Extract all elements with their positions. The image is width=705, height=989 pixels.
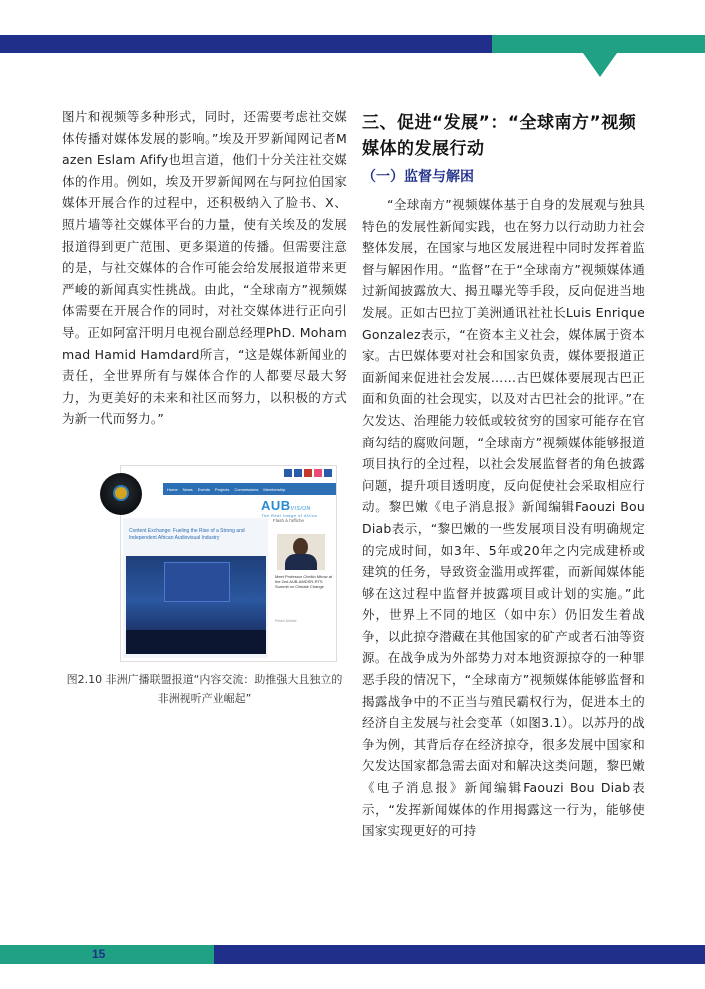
header-bar-green — [492, 35, 705, 53]
figure-webpage — [120, 465, 337, 662]
stage-screen — [164, 562, 230, 602]
left-body-paragraph: 图片和视频等多种形式，同时，还需要考虑社交媒体传播对媒体发展的影响。”埃及开罗新闻网记者Mazen Eslam Afify也坦言道，他们十分关注社交媒体的作用。例如，埃及开罗新闻网在与阿拉伯国家媒体开展合作的过程中，还积极纳入了脸书、X、照片墙等社交媒体平台的力量，使有关埃及的发展报道得到更广范围、更多渠道的传播。但需要注意的是，与社交媒体的合作可能会给发展报道带来更严峻的新闻真实性挑战。由此，“全球南方”视频媒体需要在开展合作的同时，对社交媒体进行正向引导。正如阿富汗明月电视台副总经理PhD. Mohammad Hamid Hamdard所言，“这是媒体新闻业的责任，全世界所有与媒体合作的人都要尽最大努力，为更美好的未来和社区而努力，以积极的方式为新一代而努力。” — [62, 109, 347, 427]
nav-item: Home — [167, 486, 178, 492]
instagram-icon — [314, 469, 322, 477]
sidebar-caption: Flash à l'affiche — [273, 518, 305, 523]
conference-photo — [126, 556, 266, 654]
left-column — [62, 106, 347, 430]
facebook-icon — [284, 469, 292, 477]
aubvision-logo — [261, 498, 317, 518]
page-number: 15 — [92, 947, 106, 961]
right-body-paragraph: “全球南方”视频媒体基于自身的发展观与独具特色的发展性新闻实践，也在努力以行动助力社会整体发展，在国家与地区发展进程中同时发挥着监督与解困作用。“监督”在于“全球南方”视频媒体通过新闻披露放大、揭丑曝光等手段，反向促进当地发展。正如古巴拉丁美洲通讯社社长Luis Enrique Gonzalez表示，“在资本主义社会，媒体属于资本家。古巴媒体要对社会和国家负责，媒体要报道正面新闻来促进社会发展……古巴媒体要展现古巴正面和负面的社会现实，以及对古巴社会的批评。”在欠发达、治理能力较低或较贫穷的国家可能存在官商勾结的腐败问题，“全球南方”视频媒体能够报道项目执行的全过程，以社会发展监督者的角色披露问题，提升项目透明度，反向促使社会采取相应行动。黎巴嫩《电子消息报》新闻编辑Faouzi Bou Diab表示，“黎巴嫩的一些发展项目没有明确规定的完成时间，如3年、5年或20年之内完成建桥或建筑的任务，导致资金滥用或挥霍，而新闻媒体能够在这过程中监督并披露项目或计划的实施。”此外，世界上不同的地区（如中东）仍旧发生着战争，以此掠夺潜藏在其他国家的矿产或者石油等资源。在战争成为外部势力对本地资源掠夺的一种罪恶手段的情况下，“全球南方”视频媒体能够监督和揭露战争中的不正当与殖民霸权行为，促进本土的经济自主发展与社会变革（如图3.1）。以苏丹的战争为例，其背后存在经济掠夺，很多发展中国家和欠发达国家都急需去面对和解决这类问题，黎巴嫩《电子消息报》新闻编辑Faouzi Bou Diab表示，“发挥新闻媒体的作用揭露这一行为，能够使国家实现更好的可持 — [362, 197, 645, 839]
person-torso — [285, 554, 317, 570]
figure-article-title: Content Exchange: Fueling the Rise of a Strong and Independent African Audiovisual Industry — [129, 528, 245, 541]
figure-sidebar — [273, 518, 333, 658]
person-photo — [277, 534, 325, 570]
subsection-title: （一）监督与解困 — [362, 169, 474, 185]
stage-floor — [126, 630, 266, 654]
sidebar-text: Meet Professor Cheikh Mbow at the 2nd AUB-AMDSR-RTS Summit on Climate Change — [275, 574, 332, 589]
nav-item: Commissions — [234, 486, 259, 492]
nav-item: Membership — [263, 486, 286, 492]
nav-item: News — [182, 486, 193, 492]
social-icons — [284, 469, 332, 477]
figure-article — [123, 518, 268, 658]
footer-bar-navy — [214, 945, 705, 964]
nav-item: Projects — [214, 486, 230, 492]
figure-caption: 图2.10 非洲广播联盟报道“内容交流：助推强大且独立的非洲视听产业崛起” — [66, 673, 343, 705]
right-column — [362, 106, 645, 842]
header-triangle-marker — [583, 53, 617, 77]
nav-item: Events — [197, 486, 210, 492]
figure-screenshot — [100, 465, 340, 665]
logo-tagline: The Real Image of Africa — [261, 513, 318, 518]
header-bar-navy — [0, 35, 492, 53]
aub-emblem-icon — [100, 473, 142, 515]
youtube-icon — [304, 469, 312, 477]
figure-nav-bar — [163, 483, 336, 495]
logo-text: AUB — [261, 498, 291, 513]
twitter-icon — [294, 469, 302, 477]
logo-suffix: VISION — [290, 506, 311, 512]
section-title: 三、促进“发展”：“全球南方”视频媒体的发展行动 — [362, 113, 637, 159]
footer-bar-green — [0, 945, 214, 964]
sidebar-more: Read Article — [275, 618, 297, 623]
emblem-center — [113, 485, 129, 501]
mail-icon — [324, 469, 332, 477]
